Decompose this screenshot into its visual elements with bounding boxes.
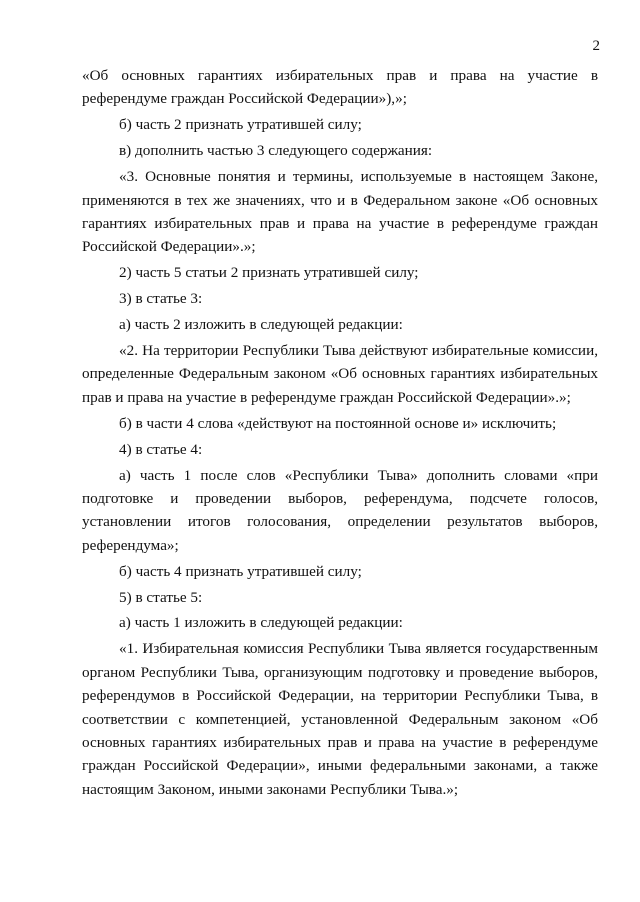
paragraph-14: а) часть 1 изложить в следующей редакции: <box>119 614 403 632</box>
paragraph-8: «2. На территории Республики Тыва действуют избирательные комиссии, определенные Федеральным законом «Об основных гарантиях избирательных прав и права на участие в референдуме граждан Российской Федерации».»; <box>82 341 598 406</box>
paragraph-11: а) часть 1 после слов «Республики Тыва» дополнить словами «при подготовке и проведении выборов, референдума, подсчете голосов, установлении итогов голосования, определении результатов выборов, референдума»; <box>82 466 598 554</box>
paragraph-13: 5) в статье 5: <box>119 588 203 606</box>
paragraph-3: в) дополнить частью 3 следующего содержания: <box>119 142 433 160</box>
paragraph-7: а) часть 2 изложить в следующей редакции: <box>119 316 403 334</box>
paragraph-9: б) в части 4 слова «действуют на постоянной основе и» исключить; <box>119 414 557 432</box>
paragraph-4: «3. Основные понятия и термины, используемые в настоящем Законе, применяются в тех же значениях, что и в Федеральном законе «Об основных гарантиях избирательных прав и права на участие в референдуме граждан Российской Федерации».»; <box>82 168 598 256</box>
paragraph-5: 2) часть 5 статьи 2 признать утратившей силу; <box>119 264 419 282</box>
paragraph-15: «1. Избирательная комиссия Республики Тыва является государственным органом Республики Тыва, организующим подготовку и проведение выборов, референдумов в Российской Федерации, на территории Республики Тыва, в соответствии с компетенцией, установленной Федеральным законом «Об основных гарантиях избирательных прав и права на участие в референдуме граждан Российской Федерации», иными федеральными законами, а также настоящим Законом, иными законами Республики Тыва.»; <box>82 640 598 798</box>
document-body <box>82 64 598 804</box>
paragraph-12: б) часть 4 признать утратившей силу; <box>119 562 362 580</box>
page-number: 2 <box>592 38 600 54</box>
paragraph-1: «Об основных гарантиях избирательных прав и права на участие в референдуме граждан Российской Федерации»),»; <box>82 67 598 108</box>
paragraph-10: 4) в статье 4: <box>119 440 203 458</box>
paragraph-6: 3) в статье 3: <box>119 290 203 308</box>
paragraph-2: б) часть 2 признать утратившей силу; <box>119 116 362 134</box>
